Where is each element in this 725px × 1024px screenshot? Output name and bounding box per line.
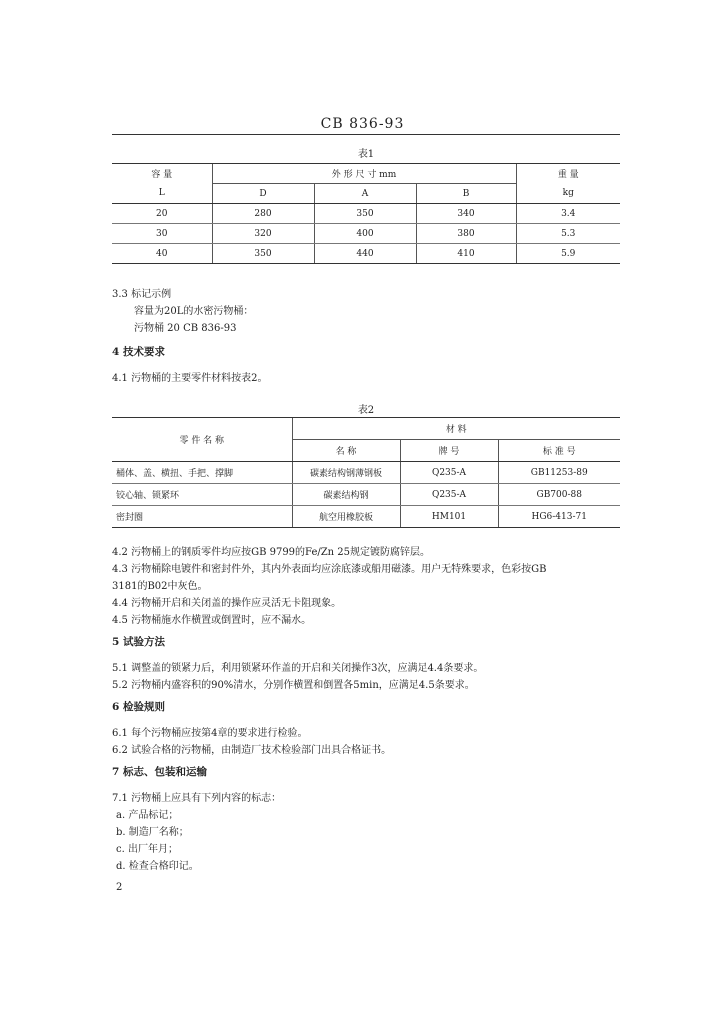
list-item: d. 检查合格印记。 — [116, 861, 199, 872]
cell-weight: 3.4 — [516, 204, 620, 224]
table1-caption: 表1 — [357, 149, 375, 160]
para-5-2: 5.2 污物桶内盛容积的90%清水，分别作横置和倒置各5min，应满足4.5条要求。 — [112, 680, 475, 691]
cell-B: 380 — [416, 224, 516, 244]
cell-B: 340 — [416, 204, 516, 224]
cell-part: 铰心轴、锁紧环 — [112, 484, 292, 506]
header-rule — [112, 134, 620, 135]
table-row — [112, 244, 620, 264]
para-6-2: 6.2 试验合格的污物桶，由制造厂技术检验部门出具合格证书。 — [112, 745, 392, 756]
capacity-header: 容 量 — [112, 164, 212, 184]
dimensions-header: 外 形 尺 寸 mm — [212, 164, 516, 184]
para-4-1: 4.1 污物桶的主要零件材料按表2。 — [112, 373, 268, 384]
cell-B: 410 — [416, 244, 516, 264]
standard-code-header: CB 836-93 — [320, 116, 405, 132]
cell-grade: HM101 — [400, 506, 498, 528]
cell-capacity: 40 — [112, 244, 212, 264]
cell-standard: GB11253-89 — [498, 462, 620, 484]
para-4-3: 4.3 污物桶除电镀件和密封件外，其内外表面均应涂底漆或船用磁漆。用户无特殊要求，色彩按GB — [112, 564, 547, 575]
para-4-4: 4.4 污物桶开启和关闭盖的操作应灵活无卡阻现象。 — [112, 598, 342, 609]
col-A-header: A — [314, 184, 416, 204]
weight-unit: kg — [516, 184, 620, 204]
cell-D: 280 — [212, 204, 314, 224]
standard-no-header: 标 准 号 — [498, 440, 620, 462]
cell-weight: 5.3 — [516, 224, 620, 244]
cell-A: 400 — [314, 224, 416, 244]
cell-capacity: 30 — [112, 224, 212, 244]
list-item: b. 制造厂名称； — [116, 827, 189, 838]
marking-example-line2: 污物桶 20 CB 836-93 — [134, 323, 237, 334]
cell-material: 航空用橡胶板 — [292, 506, 400, 528]
material-name-header: 名 称 — [292, 440, 400, 462]
table-row — [112, 204, 620, 224]
cell-A: 440 — [314, 244, 416, 264]
dimensions-table — [112, 163, 620, 264]
table-row — [112, 506, 620, 528]
grade-header: 牌 号 — [400, 440, 498, 462]
cell-standard: GB700-88 — [498, 484, 620, 506]
col-D-header: D — [212, 184, 314, 204]
weight-header: 重 量 — [516, 164, 620, 184]
cell-material: 碳素结构钢薄钢板 — [292, 462, 400, 484]
table-row — [112, 224, 620, 244]
cell-material: 碳素结构钢 — [292, 484, 400, 506]
col-B-header: B — [416, 184, 516, 204]
table2-caption: 表2 — [357, 405, 375, 416]
para-7-1: 7.1 污物桶上应具有下列内容的标志： — [112, 793, 282, 804]
section-6-title: 6 检验规则 — [112, 701, 165, 713]
para-6-1: 6.1 每个污物桶应按第4章的要求进行检验。 — [112, 728, 308, 739]
cell-standard: HG6-413-71 — [498, 506, 620, 528]
cell-D: 350 — [212, 244, 314, 264]
para-4-5: 4.5 污物桶施水作横置或倒置时，应不漏水。 — [112, 615, 312, 626]
material-header: 材 料 — [292, 418, 620, 440]
cell-weight: 5.9 — [516, 244, 620, 264]
page-number: 2 — [116, 882, 123, 893]
cell-grade: Q235-A — [400, 462, 498, 484]
section-3-3-title: 3.3 标记示例 — [112, 289, 172, 300]
cell-grade: Q235-A — [400, 484, 498, 506]
marking-example-line1: 容量为20L的水密污物桶： — [134, 306, 254, 317]
para-4-3-cont: 3181的B02中灰色。 — [112, 581, 208, 592]
materials-table — [112, 417, 620, 528]
para-4-2: 4.2 污物桶上的钢质零件均应按GB 9799的Fe/Zn 25规定镀防腐锌层。 — [112, 547, 431, 558]
para-5-1: 5.1 调整盖的锁紧力后，利用锁紧环作盖的开启和关闭操作3次，应满足4.4条要求。 — [112, 663, 484, 674]
part-name-header: 零 件 名 称 — [112, 418, 292, 462]
cell-capacity: 20 — [112, 204, 212, 224]
section-5-title: 5 试验方法 — [112, 636, 165, 648]
cell-A: 350 — [314, 204, 416, 224]
list-item: c. 出厂年月； — [116, 844, 178, 855]
list-item: a. 产品标记； — [116, 810, 179, 821]
section-4-title: 4 技术要求 — [112, 346, 165, 358]
table-row — [112, 462, 620, 484]
section-7-title: 7 标志、包装和运输 — [112, 766, 207, 778]
cell-part: 桶体、盖、横扭、手把、撑脚 — [112, 462, 292, 484]
cell-part: 密封圈 — [112, 506, 292, 528]
cell-D: 320 — [212, 224, 314, 244]
table-row — [112, 484, 620, 506]
capacity-unit: L — [112, 184, 212, 204]
